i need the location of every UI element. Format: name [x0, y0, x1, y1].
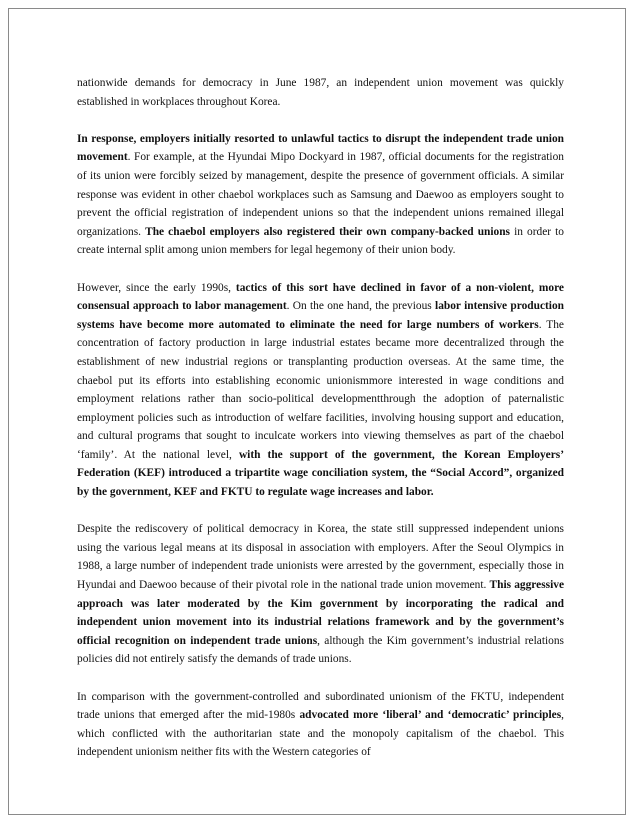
- text-run: , although the Kim government’s industrial relations policies did not entirely satisfy the demands of trade unions.: [77, 634, 564, 666]
- text-run: nationwide demands for democracy in June 1987, an independent union movement was quickly established in workplaces throughout Korea.: [77, 77, 564, 108]
- bold-text-run: advocated more ‘liberal’ and ‘democratic’ principles: [299, 709, 562, 722]
- text-run: In comparison with the government-controlled and subordinated unionism of the FKTU, independent trade unions that emerged after the mid-1980s: [77, 690, 564, 722]
- text-run: However, since the early 1990s,: [77, 281, 236, 294]
- text-run: . For example, at the Hyundai Mipo Dockyard in 1987, official documents for the registration of its union were forcibly seized by management, despite the presence of government officials. A similar response was evident in other chaebol workplaces such as Samsung and Daewoo as employers sought to prevent the official registration of independent unions so that the independent unions remained illegal organizations.: [77, 151, 564, 238]
- paragraph: [77, 688, 564, 762]
- text-run: . On the one hand, the previous: [286, 300, 436, 313]
- bold-text-run: The chaebol employers also registered their own company-backed unions: [145, 225, 510, 238]
- bold-text-run: tactics of this sort have declined in favor of a non-violent, more consensual approach to labor management: [77, 281, 564, 313]
- bold-text-run: with the support of the government, the Korean Employers’ Federation (KEF) introduced a tripartite wage conciliation system, the “Social Accord”, organized by the government, KEF and FKTU to regulate wage increases and labor.: [77, 448, 564, 499]
- text-run: , which conflicted with the authoritarian state and the monopoly capitalism of the chaebol. This independent unionism neither fits with the Western categories of: [77, 709, 564, 759]
- bold-text-run: In response, employers initially resorted to unlawful tactics to disrupt the independent trade union movement: [77, 132, 564, 164]
- bold-text-run: This aggressive approach was later moderated by the Kim government by incorporating the radical and independent union movement into its industrial relations framework and by the government’s official recognition on independent trade unions: [77, 579, 564, 647]
- text-run: . The concentration of factory production in large industrial estates became more decentralized through the establishment of new industrial regions or transplanting production overseas. At the same time, the chaebol put its efforts into establishing economic unionismmore interested in wage conditions and employment relations rather than socio-political developmentthrough the adoption of paternalistic employment policies such as introduction of welfare facilities, involving housing support and education, and cultural programs that sought to inculcate workers into viewing themselves as part of the chaebol ‘family’. At the national level,: [77, 318, 564, 461]
- paragraph: [77, 130, 564, 260]
- text-run: Despite the rediscovery of political democracy in Korea, the state still suppressed independent unions using the various legal means at its disposal in association with employers. After the Seoul Olympics in 1988, a large number of independent trade unionists were arrested by the government, especially those in Hyundai and Daewoo because of their pivotal role in the national trade union movement.: [77, 523, 564, 592]
- bold-text-run: labor intensive production systems have become more automated to eliminate the need for large numbers of workers: [77, 300, 565, 331]
- paragraph: [77, 74, 564, 111]
- document-body: [77, 74, 564, 781]
- paragraph: [77, 279, 564, 502]
- paragraph: [77, 520, 564, 669]
- text-run: in order to create internal split among union members for legal hegemony of their union body.: [77, 225, 564, 257]
